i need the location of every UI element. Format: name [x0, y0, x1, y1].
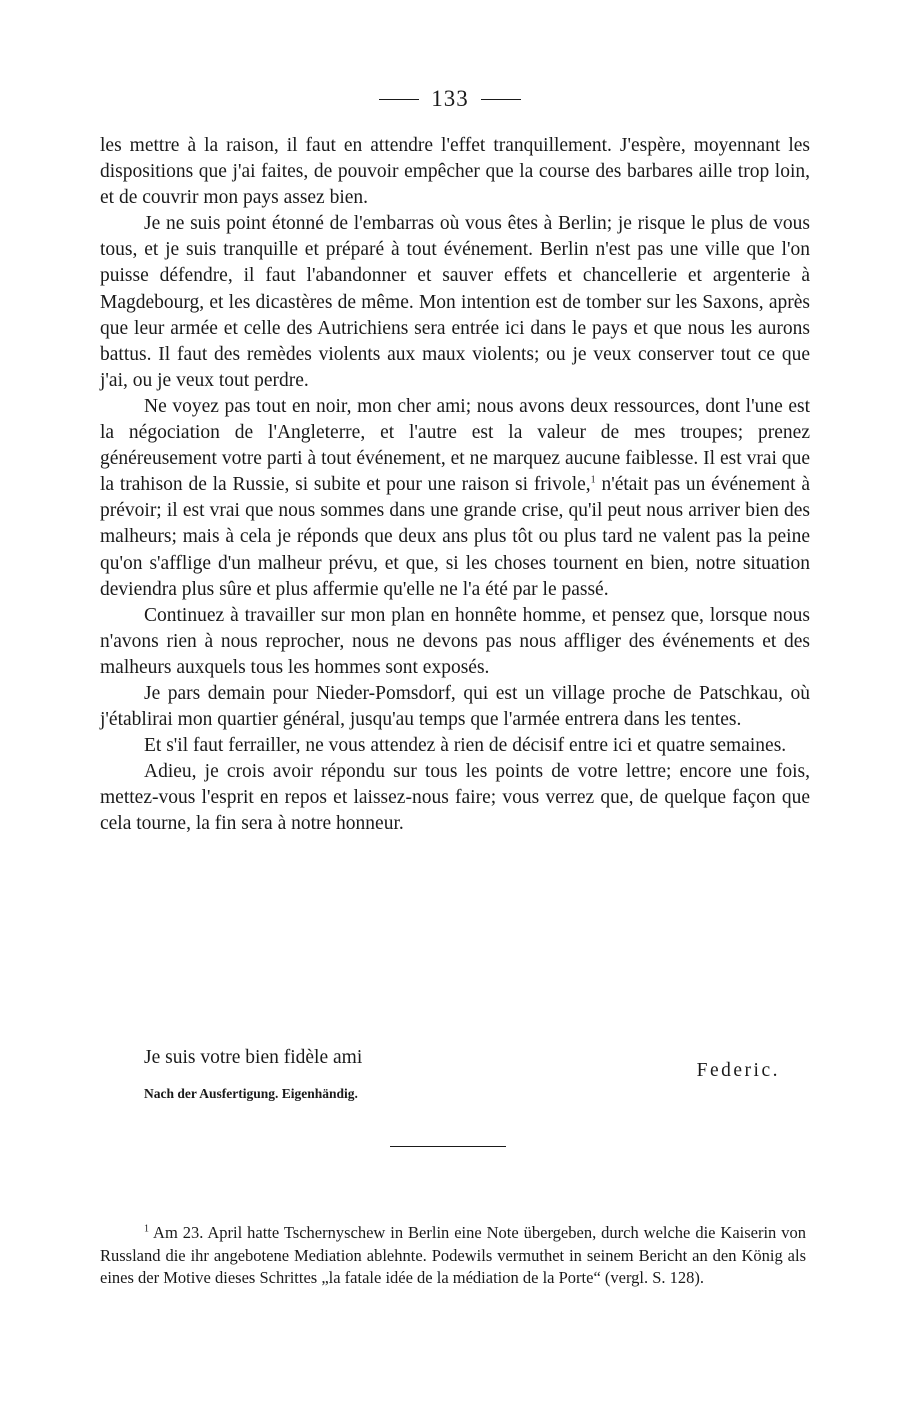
header-rule-left	[379, 99, 419, 100]
paragraph-3-end: n'était pas un événement à prévoir; il est vrai que nous sommes dans une grande crise, qu'il peut nous arriver bien des malheurs; mais à cela je réponds que deux ans plus tôt ou plus tard ne valent pas la peine qu'on s'afflige d'un malheur prévu, et que, si les choses tournent en bien, notre situation deviendra plus sûre et plus affermie qu'elle ne l'a été par le passé.	[100, 474, 810, 600]
paragraph-3-start: Ne voyez pas tout en noir, mon cher ami; nous avons deux ressources, dont l'une est la négociation de l'Angleterre, et l'autre est la valeur de mes troupes; prenez généreusement votre parti à tout événement, et ne marquez aucune faiblesse. Il est vrai que la trahison de la Russie, si subite et pour une raison si frivole,	[100, 395, 810, 496]
header-rule-right	[481, 99, 521, 100]
footnote-body: Am 23. April hatte Tschernyschew in Berlin eine Note übergeben, durch welche die Kaiserin von Russland die ihr angebotene Mediation ablehnte. Podewils vermuthet in seinem Bericht an den König als eines der Motive dieses Schrittes „la fatale idée de la médiation de la Porte“ (vergl. S. 128).	[100, 1223, 806, 1287]
paragraph-2: Je ne suis point étonné de l'embarras où vous êtes à Berlin; je risque le plus de vous tous, et je suis tranquille et préparé à tout événement. Berlin n'est pas une ville que l'on puisse défendre, il faut l'abandonner et sauver effets et chancellerie et argenterie à Magdebourg, et les dicastères de même. Mon intention est de tomber sur les Saxons, après que leur armée et celle des Autrichiens sera entrée ici dans le pays et que nous les aurons battus. Il faut des remèdes violents aux maux violents; ou je veux conserver tout ce que j'ai, ou je veux tout perdre.	[100, 213, 810, 391]
letter-body	[100, 133, 810, 838]
closing-salutation: Je suis votre bien fidèle ami	[144, 1047, 363, 1068]
paragraph-3	[100, 394, 810, 603]
page-number: 133	[431, 86, 469, 111]
signature: Federic.	[696, 1060, 780, 1081]
paragraph-6: Et s'il faut ferrailler, ne vous attendez à rien de décisif entre ici et quatre semaines.	[144, 735, 787, 757]
paragraph-7: Adieu, je crois avoir répondu sur tous les points de votre lettre; encore une fois, mettez-vous l'esprit en repos et laissez-nous faire; vous verrez que, de quelque façon que cela tourne, la fin sera à notre honneur.	[100, 761, 810, 835]
footnote-mark: 1	[144, 1223, 149, 1235]
paragraph-5: Je pars demain pour Nieder-Pomsdorf, qui est un village proche de Patschkau, où j'établirai mon quartier général, jusqu'au temps que l'armée entrera dans les tentes.	[100, 682, 810, 731]
paragraph-4: Continuez à travailler sur mon plan en honnête homme, et pensez que, lorsque nous n'avons rien à nous reprocher, nous ne devons pas nous affliger des événements et des malheurs auxquels tous les hommes sont exposés.	[100, 604, 810, 678]
source-note: Nach der Ausfertigung. Eigenhändig.	[144, 1086, 358, 1101]
footnote	[100, 1222, 806, 1290]
footnote-text	[100, 1222, 806, 1290]
page-header	[0, 86, 900, 112]
footnote-reference[interactable]: 1	[590, 474, 596, 486]
footnote-separator	[390, 1146, 506, 1147]
paragraph-1: les mettre à la raison, il faut en attendre l'effet tranquillement. J'espère, moyennant les dispositions que j'ai faites, de pouvoir empêcher que la course des barbares aille trop loin, et de couvrir mon pays assez bien.	[100, 135, 810, 209]
letter-closing	[144, 1047, 784, 1087]
